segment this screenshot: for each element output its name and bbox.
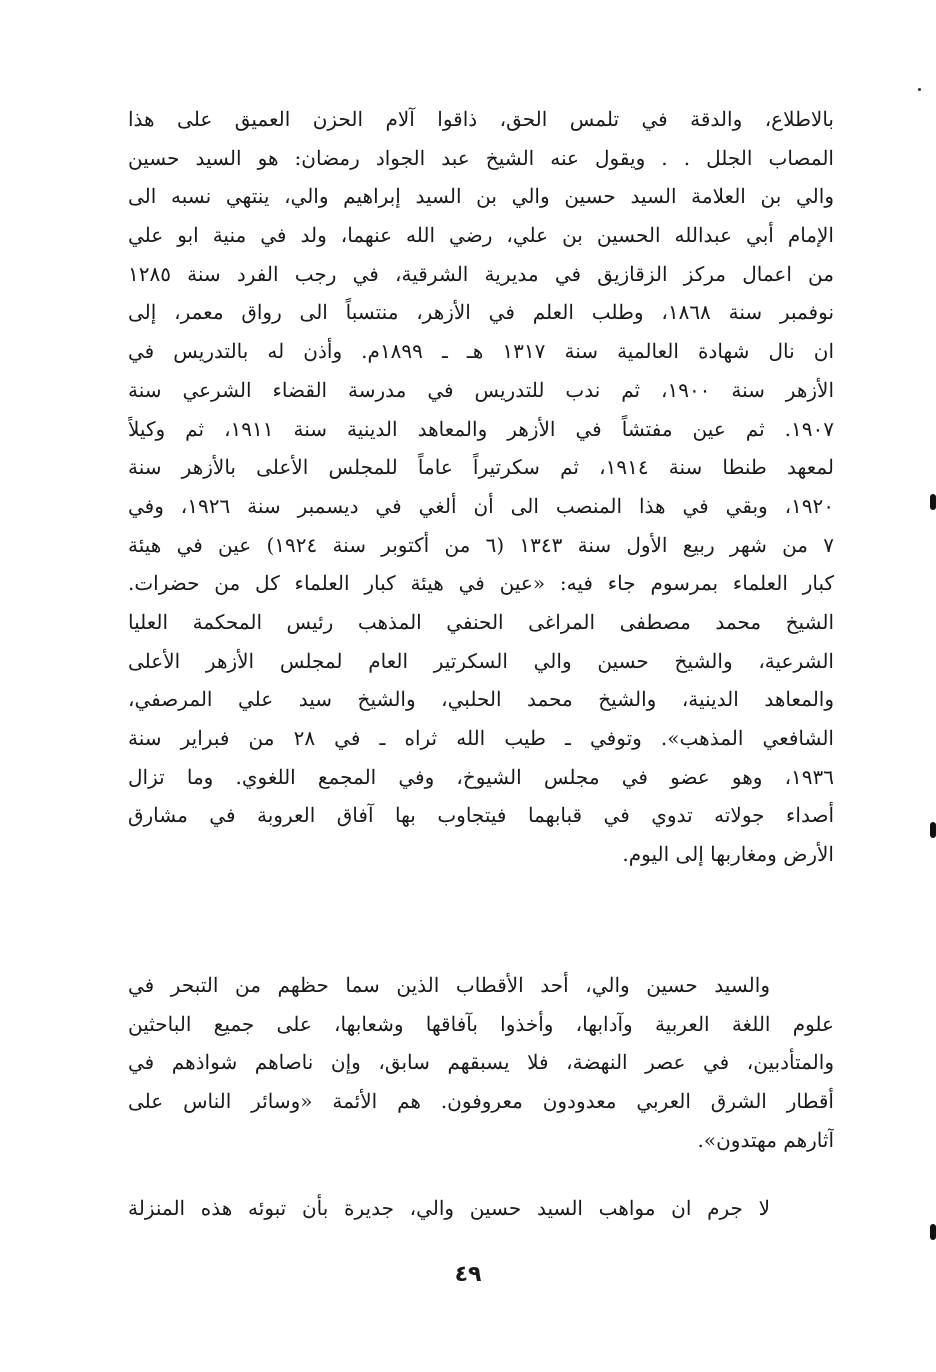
scan-speck bbox=[918, 88, 921, 91]
text-line: الشيخ محمد مصطفى المراغى الحنفي المذهب رئيس المحكمة العليا bbox=[128, 609, 834, 634]
text-line: الإمام أبي عبدالله الحسين بن علي، رضي الله عنهما، ولد في منية ابو علي bbox=[128, 223, 834, 248]
text-line: ان نال شهادة العالمية سنة ١٣١٧ هـ ـ ١٨٩٩م. وأذن له بالتدريس في bbox=[128, 339, 834, 364]
paragraph-3 bbox=[128, 1189, 834, 1228]
text-line: ١٩٣٦، وهو عضو في مجلس الشيوخ، وفي المجمع اللغوي. وما تزال bbox=[128, 764, 834, 789]
binding-hole-mark bbox=[930, 494, 936, 510]
text-line: من اعمال مركز الزقازيق في مديرية الشرقية، في رجب الفرد سنة ١٢٨٥ bbox=[128, 261, 834, 286]
text-line: لمعهد طنطا سنة ١٩١٤، ثم سكرتيراً عاماً للمجلس الأعلى بالأزهر سنة bbox=[128, 455, 834, 480]
text-line: آثارهم مهتدون». bbox=[697, 1127, 834, 1152]
page-number: ٤٩ bbox=[454, 1262, 482, 1287]
text-line: كبار العلماء بمرسوم جاء فيه: «عين في هيئة كبار العلماء كل من حضرات. bbox=[128, 571, 834, 596]
text-line: ٧ من شهر ربيع الأول سنة ١٣٤٣ (٦ من أكتوبر سنة ١٩٢٤) عين في هيئة bbox=[128, 532, 834, 557]
binding-hole-mark bbox=[930, 1224, 936, 1240]
text-line: ١٩٠٧. ثم عين مفتشاً في الأزهر والمعاهد الدينية سنة ١٩١١، ثم وكيلاً bbox=[128, 416, 834, 441]
text-line: والمعاهد الدينية، والشيخ محمد الحلبي، والشيخ سيد علي المرصفي، bbox=[128, 687, 834, 712]
text-line: الأرض ومغاربها إلى اليوم. bbox=[622, 842, 834, 867]
text-line: والسيد حسين والي، أحد الأقطاب الذين سما حظهم من التبحر في bbox=[128, 973, 770, 997]
text-line: ١٩٢٠، وبقي في هذا المنصب الى أن ألغي في ديسمبر سنة ١٩٢٦، وفي bbox=[128, 493, 834, 518]
text-line: بالاطلاع، والدقة في تلمس الحق، ذاقوا آلام الحزن العميق على هذا bbox=[128, 107, 834, 131]
text-line: الشافعي المذهب». وتوفي ـ طيب الله ثراه ـ في ٢٨ من فبراير سنة bbox=[128, 726, 834, 750]
paragraph-2 bbox=[128, 966, 834, 1159]
text-line: نوفمبر سنة ١٨٦٨، وطلب العلم في الأزهر، منتسباً الى رواق معمر، إلى bbox=[128, 300, 834, 325]
text-line: أصداء جولاته تدوي في قبابهما فيتجاوب بها آفاق العروبة في مشارق bbox=[128, 803, 834, 828]
text-line: علوم اللغة العربية وآدابها، وأخذوا بآفاقها وشعابها، على جميع الباحثين bbox=[128, 1011, 834, 1036]
text-line: أقطار الشرق العربي معدودون معروفون. هم الأئمة «وسائر الناس على bbox=[128, 1089, 834, 1114]
text-line: والي بن العلامة السيد حسين والي بن السيد إبراهيم والي، ينتهي نسبه الى bbox=[128, 184, 834, 209]
text-line: الشرعية، والشيخ حسين والي السكرتير العام لمجلس الأزهر الأعلى bbox=[128, 648, 834, 673]
text-line: والمتأدبين، في عصر النهضة، فلا يسبقهم سابق، وإن ناصاهم شواذهم في bbox=[128, 1050, 834, 1075]
binding-hole-mark bbox=[930, 822, 936, 838]
text-line: المصاب الجلل . . ويقول عنه الشيخ عبد الجواد رمضان: هو السيد حسين bbox=[128, 145, 834, 170]
paragraph-1 bbox=[128, 100, 834, 874]
text-line: الأزهر سنة ١٩٠٠، ثم ندب للتدريس في مدرسة القضاء الشرعي سنة bbox=[128, 377, 834, 402]
text-line: لا جرم ان مواهب السيد حسين والي، جديرة بأن تبوئه هذه المنزلة bbox=[128, 1196, 770, 1220]
